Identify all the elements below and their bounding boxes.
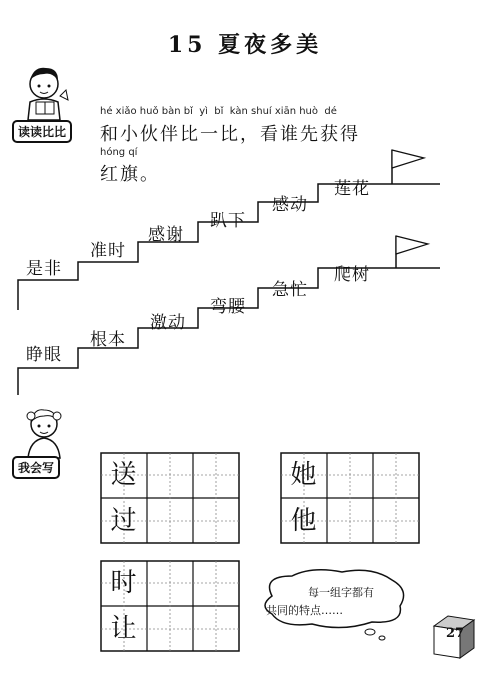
stair-word: 是非 (26, 259, 62, 279)
bubble-text-2: 共同的特点…… (266, 604, 343, 617)
stair-word: 睁眼 (26, 345, 62, 365)
flag-icon (392, 150, 424, 184)
stair-word: 急忙 (272, 280, 308, 300)
stair-word: 感谢 (148, 225, 184, 245)
grid-character: 她 (290, 460, 317, 490)
stair-word: 感动 (272, 195, 308, 215)
section-label-read-compare: 读读比比 (12, 120, 72, 143)
page-number: 27 (446, 626, 465, 641)
grid-character: 他 (290, 506, 317, 536)
grid-character: 时 (110, 568, 137, 598)
writing-girl-illustration (14, 402, 74, 460)
bubble-text-1: 每一组字都有 (308, 586, 374, 599)
stair-word: 准时 (90, 241, 126, 261)
instruction-pinyin-2: hóng qí (100, 147, 138, 158)
instruction-pinyin-1: hé xiǎo huǒ bàn bǐ yì bǐ kàn shuí xiān huò dé (100, 106, 337, 117)
grid-character: 送 (110, 460, 137, 490)
stair-word: 激动 (150, 313, 186, 333)
page-title: 15 夏夜多美 (167, 32, 323, 58)
flag-icon (396, 236, 428, 268)
stair-word: 根本 (90, 330, 126, 350)
instruction-text-1: 和小伙伴比一比，看谁先获得 (100, 124, 360, 145)
section-label-write: 我会写 (12, 456, 60, 479)
stair-word: 趴下 (210, 211, 246, 231)
stair-word: 爬树 (334, 265, 370, 285)
reading-boy-illustration (16, 62, 76, 122)
grid-character: 让 (110, 614, 137, 644)
instruction-text-2: 红旗。 (100, 164, 160, 185)
stair-word: 弯腰 (210, 297, 246, 317)
staircase-bottom-line (18, 268, 440, 395)
staircase-diagram (0, 140, 490, 410)
grid-character: 过 (110, 506, 137, 536)
stair-word: 莲花 (334, 179, 370, 199)
